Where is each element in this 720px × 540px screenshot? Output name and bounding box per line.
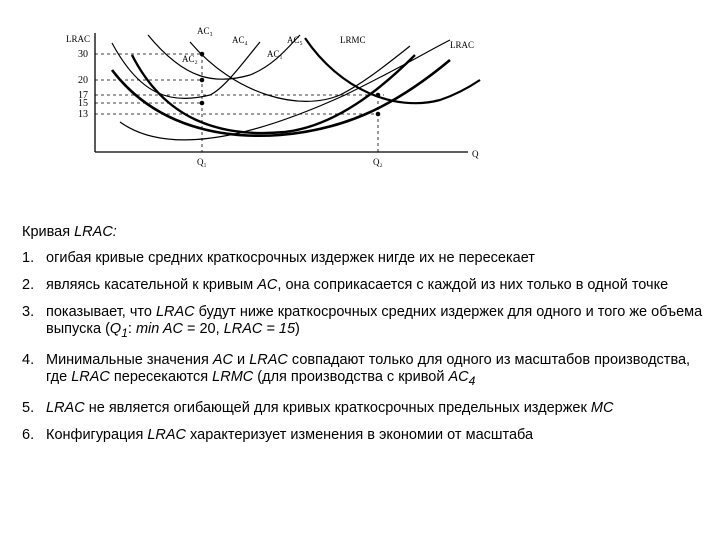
y-tick-20: 20 <box>78 75 88 86</box>
x-tick-q2: Q₂ <box>373 157 383 167</box>
explanation-text <box>20 224 710 454</box>
x-tick-q1: Q₁ <box>197 157 207 167</box>
x-axis-label: Q <box>472 149 479 159</box>
heading: Кривая LRAC: <box>22 224 117 240</box>
label-lrmc: LRMC <box>340 35 366 45</box>
lrmc-curve <box>120 40 450 140</box>
list-item: 1. огибая кривые средних краткосрочных издержек нигде их не пересекает <box>22 250 535 266</box>
list-item: 5. LRAC не является огибающей для кривых краткосрочных предельных издержек MC <box>22 399 614 416</box>
point-q1-lrac <box>200 101 205 106</box>
point-q1-20 <box>200 78 205 83</box>
label-ac2: AC₂ <box>182 54 198 64</box>
cost-curves-graph <box>0 0 720 220</box>
y-tick-13: 13 <box>78 109 88 120</box>
list-item: 3. показывает, что LRAC будут ниже краткосрочных средних издержек для одного и того же объема выпуска ($Q_1$: min AC = 20, LRAC = 15) <box>22 304 703 340</box>
label-ac3: AC₃ <box>197 26 213 36</box>
property-list <box>20 250 710 444</box>
list-item: 6. Конфигурация LRAC характеризует изменения в экономии от масштаба <box>22 426 534 443</box>
label-ac4: AC₄ <box>232 35 248 45</box>
point-q1-ac2 <box>200 52 205 57</box>
ac1-curve <box>190 42 410 101</box>
y-tick-30: 30 <box>78 49 88 60</box>
label-ac1: AC₁ <box>267 49 283 59</box>
y-axis-label: LRAC <box>66 34 91 44</box>
point-q2-lrac <box>376 112 381 117</box>
label-ac5: AC₅ <box>287 35 303 45</box>
y-tick-17: 17 <box>78 90 88 101</box>
list-item: 4. Минимальные значения AC и LRAC совпадают только для одного из масштабов производства, где LRAC пересекаются LRMC (для производства с кривой $AC_4$ <box>22 351 691 388</box>
label-lrac: LRAC <box>450 40 475 50</box>
point-q2-ac1 <box>376 93 381 98</box>
ac2-curve <box>112 42 260 98</box>
list-item: 2. являясь касательной к кривым AC, она соприкасается с каждой из них только в одной точке <box>22 277 669 293</box>
y-tick-15: 15 <box>78 98 88 109</box>
